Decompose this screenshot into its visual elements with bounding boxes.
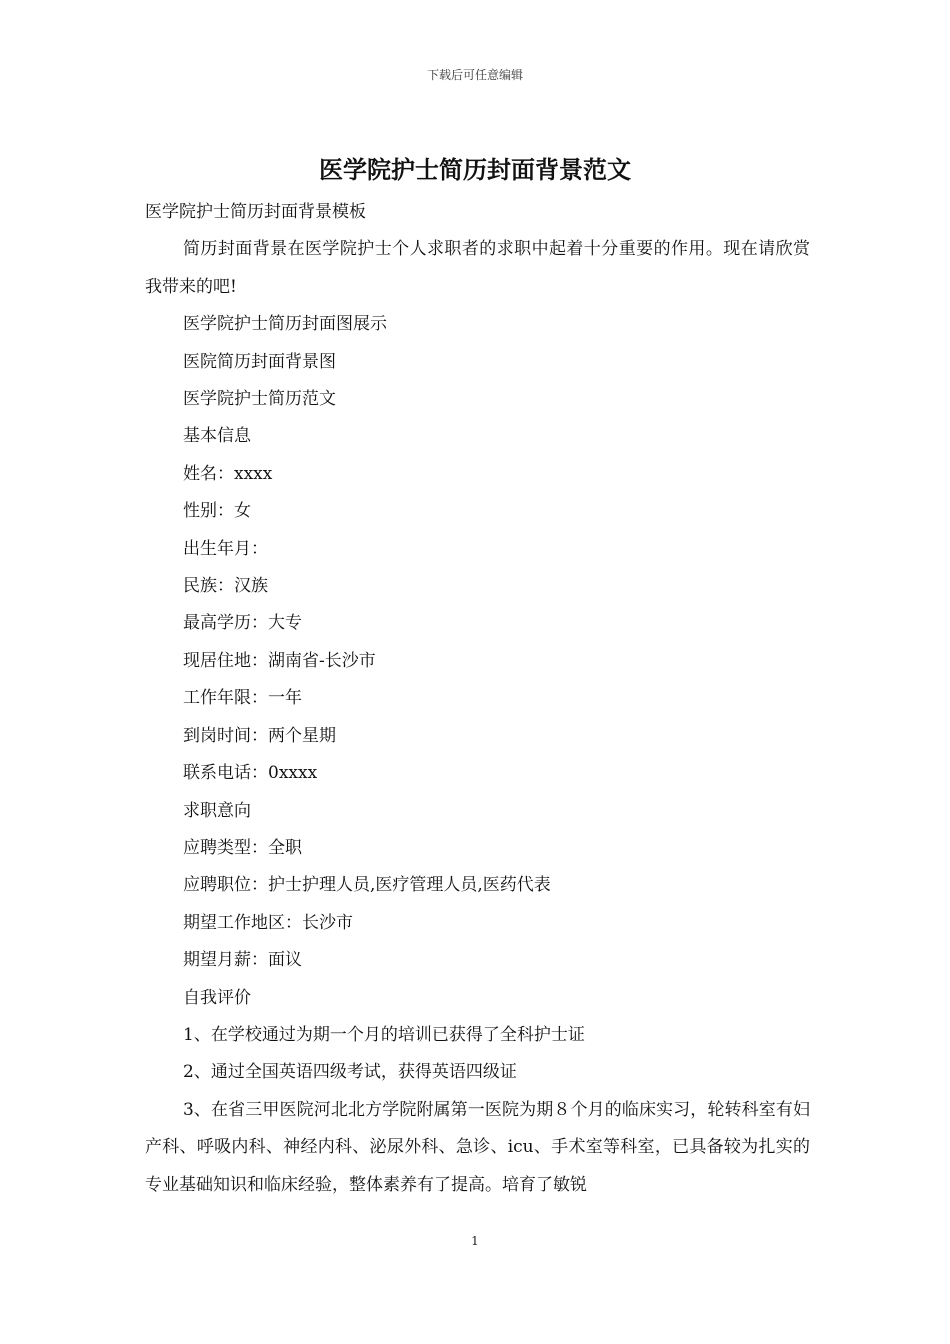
field-salary: 期望月薪：面议: [183, 950, 302, 971]
field-phone: 联系电话：0xxxx: [183, 763, 318, 784]
section-heading-job-intention: 求职意向: [183, 800, 251, 821]
document-subtitle: 医学院护士简历封面背景模板: [145, 202, 366, 222]
field-birth-date: 出生年月：: [183, 538, 268, 559]
field-residence: 现居住地：湖南省-长沙市: [183, 650, 376, 671]
evaluation-item-2: 2、通过全国英语四级考试，获得英语四级证: [183, 1062, 517, 1083]
field-position: 应聘职位：护士护理人员,医疗管理人员,医药代表: [183, 875, 551, 896]
document-body: [145, 194, 810, 1204]
field-job-type: 应聘类型：全职: [183, 837, 302, 858]
field-start-time: 到岗时间：两个星期: [183, 725, 336, 746]
section-heading-self-evaluation: 自我评价: [183, 987, 251, 1008]
field-gender: 性别：女: [183, 501, 251, 522]
section-line-hospital-cover: 医院简历封面背景图: [183, 351, 336, 372]
section-heading-basic-info: 基本信息: [183, 426, 251, 447]
evaluation-item-1: 1、在学校通过为期一个月的培训已获得了全科护士证: [183, 1024, 585, 1045]
field-ethnicity: 民族：汉族: [183, 576, 268, 597]
header-note: 下载后可任意编辑: [426, 68, 523, 82]
evaluation-item-3: 3、在省三甲医院河北北方学院附属第一医院为期８个月的临床实习，轮转科室有妇产科、呼吸内科、神经内科、泌尿外科、急诊、icu、手术室等科室，已具备较为扎实的专业基础知识和临床经验，整体素养有了提高。培育了敏锐: [145, 1099, 810, 1195]
page-number: 1: [471, 1234, 479, 1248]
section-line-cover-display: 医学院护士简历封面图展示: [183, 314, 387, 335]
document-title: 医学院护士简历封面背景范文: [319, 155, 631, 184]
field-work-location: 期望工作地区：长沙市: [183, 912, 353, 933]
field-name: 姓名：xxxx: [183, 463, 273, 484]
field-work-years: 工作年限：一年: [183, 688, 302, 709]
field-education: 最高学历：大专: [183, 613, 302, 634]
intro-paragraph: 简历封面背景在医学院护士个人求职者的求职中起着十分重要的作用。现在请欣赏我带来的吧!: [145, 239, 810, 297]
section-line-resume-sample: 医学院护士简历范文: [183, 389, 336, 410]
